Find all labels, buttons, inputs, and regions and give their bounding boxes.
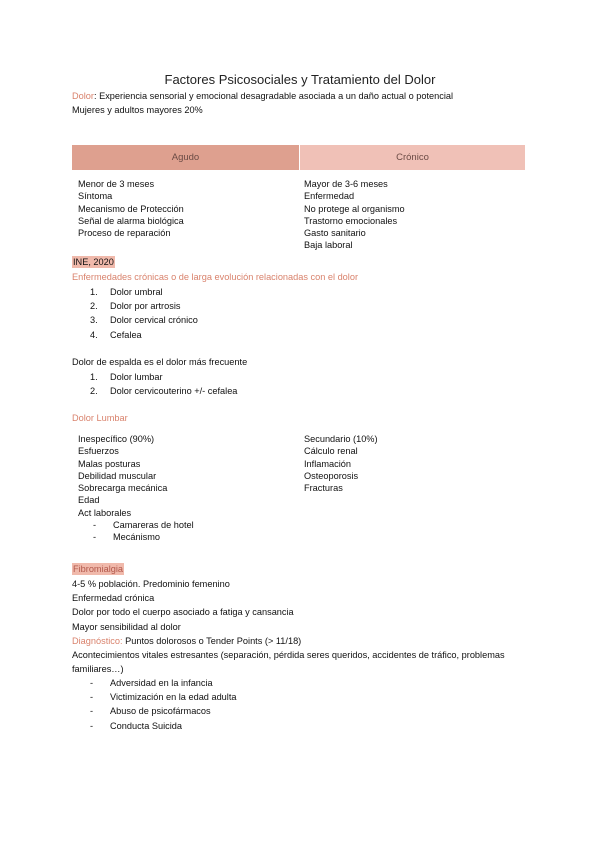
fibro-line: Mayor sensibilidad al dolor [72, 621, 181, 632]
definition-text: : Experiencia sensorial y emocional desagradable asociada a un daño actual o potencial [93, 91, 454, 101]
acute-column [78, 178, 184, 239]
events-line: familiares…) [72, 664, 124, 675]
chronic-item: Baja laboral [304, 240, 353, 251]
prevalence-line: Mujeres y adultos mayores 20% [72, 105, 203, 115]
list-item: - Conducta Suicida [90, 720, 183, 731]
lumbar-item: Fracturas [304, 483, 343, 494]
fibro-list [90, 676, 237, 733]
lumbar-item: Esfuerzos [78, 446, 119, 457]
table-header-acute: Agudo [72, 145, 299, 170]
back-list [90, 370, 237, 398]
lumbar-item: Act laborales [78, 507, 132, 518]
ine-heading: Enfermedades crónicas o de larga evolución relacionadas con el dolor [72, 272, 359, 282]
lumbar-item: Cálculo renal [304, 446, 358, 457]
ine-source: INE, 2020 [73, 257, 114, 267]
fibro-line: Dolor por todo el cuerpo asociado a fatiga y cansancia [72, 607, 294, 618]
list-item: 3. Dolor cervical crónico [90, 315, 198, 326]
lumbar-subitem: - Camareras de hotel [93, 520, 194, 531]
fibro-line: 4-5 % población. Predominio femenino [72, 579, 230, 589]
lumbar-right-column [304, 433, 378, 494]
diagnosis-text: Puntos dolorosos o Tender Points (> 11/18) [122, 635, 302, 646]
lumbar-item: Malas posturas [78, 458, 141, 469]
chronic-item: Gasto sanitario [304, 228, 366, 239]
list-item: 2. Dolor cervicouterino +/- cefalea [90, 386, 238, 397]
list-item: 2. Dolor por artrosis [90, 301, 181, 312]
lumbar-item: Sobrecarga mecánica [78, 483, 168, 494]
list-item: 1. Dolor lumbar [90, 372, 163, 382]
acute-item: Señal de alarma biológica [78, 215, 184, 226]
acute-item: Síntoma [78, 191, 113, 202]
list-item: - Victimización en la edad adulta [90, 692, 237, 703]
diagnosis-line [72, 634, 505, 648]
acute-item: Proceso de reparación [78, 228, 171, 239]
lumbar-subitem: - Mecánismo [93, 532, 160, 543]
lumbar-item: Inflamación [304, 458, 351, 469]
chronic-item: Enfermedad [304, 191, 355, 202]
list-item: - Abuso de psicofármacos [90, 706, 211, 717]
fibro-heading: Fibromialgia [73, 564, 124, 574]
fibro-lines [72, 577, 505, 676]
list-item: 4. Cefalea [90, 329, 142, 340]
back-heading: Dolor de espalda es el dolor más frecuente [72, 357, 248, 367]
chronic-item: No protege al organismo [304, 203, 405, 214]
lumbar-item: Debilidad muscular [78, 470, 157, 481]
chronic-column [304, 178, 405, 252]
list-item: 1. Dolor umbral [90, 287, 163, 297]
chronic-item: Mayor de 3-6 meses [304, 179, 388, 189]
events-line: Acontecimientos vitales estresantes (separación, pérdida seres queridos, accidentes de tráfico, problemas [72, 650, 505, 661]
fibro-line: Enfermedad crónica [72, 593, 155, 604]
lumbar-left-column [78, 433, 194, 544]
list-item: - Adversidad en la infancia [90, 678, 213, 688]
acute-item: Mecanismo de Protección [78, 203, 184, 214]
chronic-item: Trastorno emocionales [304, 215, 398, 226]
table-header-chronic: Crónico [300, 145, 525, 170]
lumbar-heading: Dolor Lumbar [72, 413, 128, 423]
diagnosis-label: Diagnóstico: [72, 635, 123, 646]
acute-item: Menor de 3 meses [78, 179, 155, 189]
lumbar-item: Osteoporosis [304, 470, 359, 481]
definition-line [72, 90, 453, 102]
page-title: Factores Psicosociales y Tratamiento del Dolor [164, 72, 436, 87]
lumbar-item: Secundario (10%) [304, 434, 378, 444]
definition-term: Dolor [72, 91, 94, 101]
lumbar-item: Edad [78, 495, 100, 506]
ine-list [90, 285, 198, 342]
lumbar-item: Inespecífico (90%) [78, 434, 155, 444]
